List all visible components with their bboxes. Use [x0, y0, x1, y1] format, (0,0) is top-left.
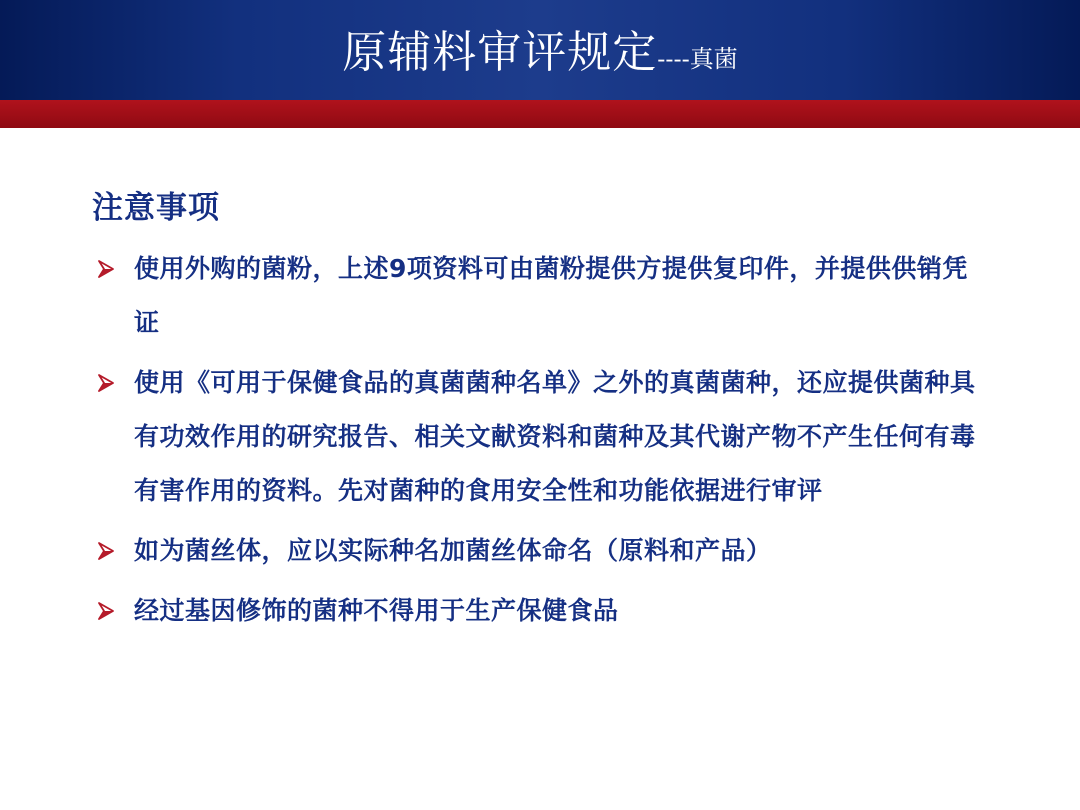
arrow-bullet-icon — [94, 524, 118, 578]
arrow-bullet-icon — [94, 242, 118, 296]
slide-content — [92, 186, 992, 644]
arrow-bullet-icon — [94, 584, 118, 638]
bullet-text-3: 如为菌丝体，应以实际种名加菌丝体命名（原料和产品） — [134, 536, 772, 565]
bullet-text-1: 使用外购的菌粉，上述9项资料可由菌粉提供方提供复印件，并提供供销凭证 — [134, 254, 968, 337]
bullet-item-3 — [92, 524, 992, 578]
bullet-item-2 — [92, 356, 992, 518]
arrow-bullet-icon — [94, 356, 118, 410]
header-accent-band — [0, 100, 1080, 128]
slide-title-sub: ----真菌 — [657, 44, 738, 73]
bullet-text-2: 使用《可用于保健食品的真菌菌种名单》之外的真菌菌种，还应提供菌种具有功效作用的研究报告、相关文献资料和菌种及其代谢产物不产生任何有毒有害作用的资料。先对菌种的食用安全性和功能依据进行审评 — [134, 368, 976, 505]
bullet-list — [92, 242, 992, 638]
bullet-item-1 — [92, 242, 992, 350]
section-heading: 注意事项 — [92, 190, 220, 226]
slide-title-main: 原辅料审评规定 — [342, 27, 658, 78]
bullet-item-4 — [92, 584, 992, 638]
slide-title — [0, 0, 1080, 100]
bullet-text-4: 经过基因修饰的菌种不得用于生产保健食品 — [134, 596, 619, 625]
